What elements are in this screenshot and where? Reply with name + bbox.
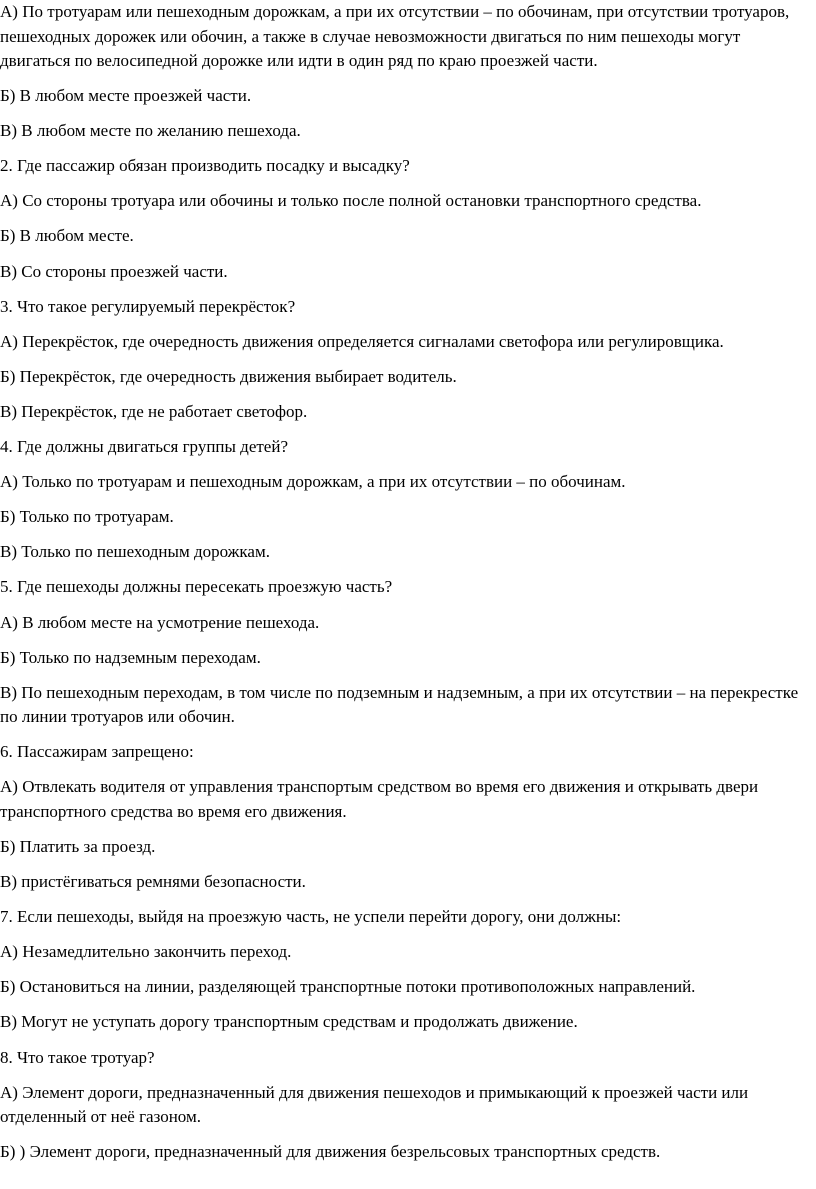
question-text: 6. Пассажирам запрещено: [0,742,194,762]
answer-option: Б) Платить за проезд. [0,836,156,856]
question-text: 7. Если пешеходы, выйдя на проезжую часть, не успели перейти дорогу, они должны: [0,907,622,927]
answer-option: В) По пешеходным переходам, в том числе по подземным и надземным, а при их отсутствии – на перекрестке по линии тротуаров или обочин. [0,682,799,727]
question-text: 8. Что такое тротуар? [0,1047,155,1067]
answer-option: В) пристёгиваться ремнями безопасности. [0,872,306,892]
answer-option: А) Перекрёсток, где очередность движения определяется сигналами светофора или регулировщика. [0,331,724,351]
answer-option: А) Элемент дороги, предназначенный для движения пешеходов и примыкающий к проезжей части или отделенный от неё газоном. [0,1082,749,1127]
answer-option: Б) ) Элемент дороги, предназначенный для движения безрельсовых транспортных средств. [0,1142,661,1162]
answer-option: Б) Остановиться на линии, разделяющей транспортные потоки противоположных направлений. [0,977,696,997]
question-text: 3. Что такое регулируемый перекрёсток? [0,296,296,316]
answer-option: А) Только по тротуарам и пешеходным дорожкам, а при их отсутствии – по обочинам. [0,472,626,492]
answer-option: Б) В любом месте. [0,226,134,246]
question-text: 5. Где пешеходы должны пересекать проезжую часть? [0,577,393,597]
answer-option: Б) Только по тротуарам. [0,507,174,527]
answer-option: Б) Перекрёсток, где очередность движения выбирает водитель. [0,366,457,386]
answer-option: Б) Только по надземным переходам. [0,647,261,667]
answer-option: А) По тротуарам или пешеходным дорожкам, а при их отсутствии – по обочинам, при отсутствии тротуаров, пешеходных дорожек или обочин, а также в случае невозможности двигаться по ним пешеходы могут двигаться по велосипедной дорожке или идти в один ряд по краю проезжей части. [0,2,790,70]
answer-option: В) Со стороны проезжей части. [0,261,228,281]
answer-option: В) В любом месте по желанию пешехода. [0,121,301,141]
answer-option: Б) В любом месте проезжей части. [0,86,252,106]
answer-option: В) Могут не уступать дорогу транспортным средствам и продолжать движение. [0,1012,578,1032]
question-text: 4. Где должны двигаться группы детей? [0,437,288,457]
answer-option: А) Незамедлительно закончить переход. [0,942,292,962]
answer-option: А) Со стороны тротуара или обочины и только после полной остановки транспортного средства. [0,191,702,211]
answer-option: В) Только по пешеходным дорожкам. [0,542,270,562]
answer-option: А) Отвлекать водителя от управления транспортым средством во время его движения и открывать двери транспортного средства во время его движения. [0,777,759,821]
answer-option: А) В любом месте на усмотрение пешехода. [0,612,320,632]
question-text: 2. Где пассажир обязан производить посадку и высадку? [0,156,410,176]
answer-option: В) Перекрёсток, где не работает светофор. [0,401,308,421]
